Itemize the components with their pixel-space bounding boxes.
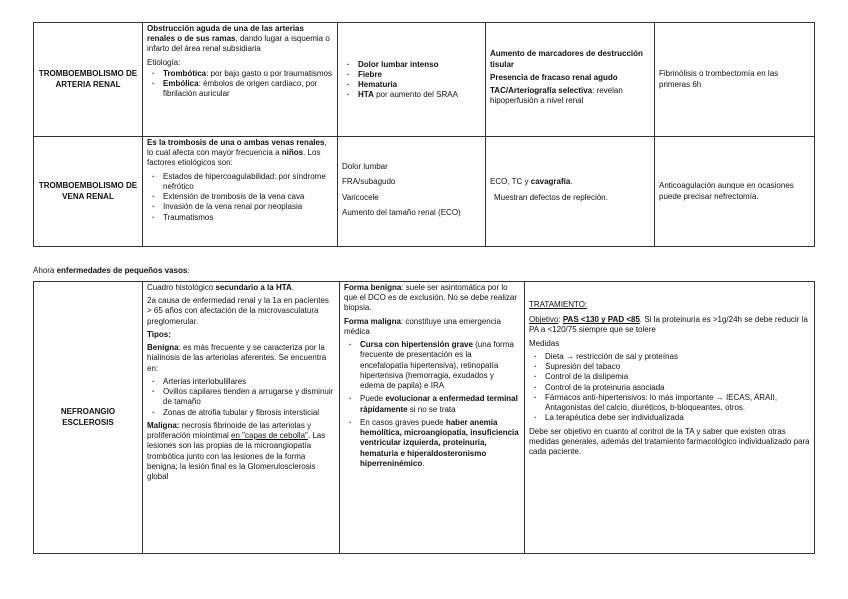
nephroangiosclerosis-table <box>33 281 815 554</box>
list-item: · Hematuria <box>358 80 481 90</box>
treatment-cell: Fibrinólisis o trombectomía en las primeras 6h <box>655 23 815 137</box>
list-item: · La terapéutica debe ser individualizada <box>545 413 810 423</box>
list-item: · Trombótica: por bajo gasto o por traumatismos <box>163 69 333 79</box>
histology-cell: Cuadro histológico secundario a la HTA. 2a causa de enfermedad renal y la 1a en pacientes > 65 años con afectación de la microvasculatura preglomerular. Tipos: Benigna: es más frecuente y se caracteriza por la hialinosis de las arteriolas aferentes. Se encuentra en: · Arterias interlobulillares · Ovillos capilares tienden a arrugarse y disminuir de tamaño · Zonas de atrofia tubular y fibrosis intersticial Maligna: necrosis fibrinoide de las arteriolas y proliferación miointimal en "capas de cebolla". Las lesiones son las propias de la microangiopatía trombótica junto con las lesiones de la forma benigna; la lesión final es la Glomerulosclerosis global <box>143 282 340 554</box>
list-item: · En casos graves puede haber anemia hemolítica, microangiopatía, insuficiencia ventricular izquierda, proteinuria, hematuria e hiperaldosteronismo hiperreninémico. <box>360 418 520 469</box>
list-item: · Embólica: émbolos de origen cardiaco, por fibrilación auricular <box>163 79 333 99</box>
treatment-cell: TRATAMIENTO: Objetivo: PAS <130 y PAD <85. Si la proteinuria es >1g/24h se debe reducir la PA a <120/75 siempre que se tolere Medidas · Dieta → restricción de sal y proteínas · Supresión del tabaco · Control de la dislipemia · Control de la proteinuria asociada · Fármacos anti-hipertensivos: lo más importante → IECAS, ARAII, Antagonistas del calcio, diuréticos, b-bloqueantes, otros. · La terapéutica debe ser individualizada Debe ser objetivo en cuanto al control de la TA y saber que existen otras medidas generales, además del tratamiento farmacológico individualizado para cada paciente. <box>525 282 815 554</box>
list-item: · Estados de hipercoagulabilidad: por síndrome nefrótico <box>163 172 333 192</box>
list-item: · Control de la dislipemia <box>545 372 810 382</box>
list-item: · Supresión del tabaco <box>545 362 810 372</box>
clinic-cell: Forma benigna: suele ser asintomática por lo que el DCO es de exclusión. No se debe realizar biopsia. Forma maligna: constituye una emergencia médica · Cursa con hipertensión grave (una forma frecuente de presentación es la encefalopatía hipertensiva), retinopatía hipertensiva (hemorragia, exudados y edema de papila) e IRA · Puede evolucionar a enfermedad terminal rápidamente si no se trata · En casos graves puede haber anemia hemolítica, microangiopatía, insuficiencia ventricular izquierda, proteinuria, hematuria e hiperaldosteronismo hiperreninémico. <box>340 282 525 554</box>
table-row <box>34 137 815 247</box>
list-item: · Extensión de trombosis de la vena cava <box>163 192 333 202</box>
list-item: · Zonas de atrofia tubular y fibrosis intersticial <box>163 408 335 418</box>
table-row <box>34 282 815 554</box>
diagnosis-cell: ECO, TC y cavagrafía. Muestran defectos de repleción. <box>486 137 655 247</box>
row-title: TROMBOEMBOLISMO DE ARTERIA RENAL <box>34 23 143 137</box>
section-intro: Ahora enfermedades de pequeños vasos: <box>33 266 190 275</box>
diagnosis-cell: Aumento de marcadores de destrucción tisular Presencia de fracaso renal agudo TAC/Arteriografía selectiva: revelan hipoperfusión a nivel renal <box>486 23 655 137</box>
treatment-cell: Anticoagulación aunque en ocasiones puede precisar nefrectomía. <box>655 137 815 247</box>
list-item: · HTA por aumento del SRAA <box>358 90 481 100</box>
list-item: · Traumatismos <box>163 213 333 223</box>
description-cell: Es la trombosis de una o ambas venas renales, lo cual afecta con mayor frecuencia a niños. Los factores etiológicos son: · Estados de hipercoagulabilidad: por síndrome nefrótico · Extensión de trombosis de la vena cava · Invasión de la vena renal por neoplasia · Traumatismos <box>143 137 338 247</box>
list-item: · Invasión de la vena renal por neoplasia <box>163 202 333 212</box>
list-item: · Arterias interlobulillares <box>163 377 335 387</box>
table-row <box>34 23 815 137</box>
list-item: · Dieta → restricción de sal y proteínas <box>545 352 810 362</box>
clinic-cell <box>338 23 486 137</box>
list-item: · Puede evolucionar a enfermedad terminal rápidamente si no se trata <box>360 394 520 414</box>
row-title: TROMBOEMBOLISMO DE VENA RENAL <box>34 137 143 247</box>
renal-vascular-table <box>33 22 815 247</box>
list-item: · Fiebre <box>358 70 481 80</box>
list-item: · Fármacos anti-hipertensivos: lo más importante → IECAS, ARAII, Antagonistas del calcio, diuréticos, b-bloqueantes, otros. <box>545 393 810 413</box>
description-cell: Obstrucción aguda de una de las arterias renales o de sus ramas, dando lugar a isquemia o infarto del área renal subsidiaria Etiología: · Trombótica: por bajo gasto o por traumatismos · Embólica: émbolos de origen cardiaco, por fibrilación auricular <box>143 23 338 137</box>
list-item: · Ovillos capilares tienden a arrugarse y disminuir de tamaño <box>163 387 335 407</box>
clinic-cell: Dolor lumbar FRA/subagudo Varicocele Aumento del tamaño renal (ECO) <box>338 137 486 247</box>
list-item: · Dolor lumbar intenso <box>358 60 481 70</box>
list-item: · Control de la proteinuria asociada <box>545 383 810 393</box>
list-item: · Cursa con hipertensión grave (una forma frecuente de presentación es la encefalopatía hipertensiva), retinopatía hipertensiva (hemorragia, exudados y edema de papila) e IRA <box>360 340 520 391</box>
row-title: NEFROANGIO ESCLEROSIS <box>34 282 143 554</box>
